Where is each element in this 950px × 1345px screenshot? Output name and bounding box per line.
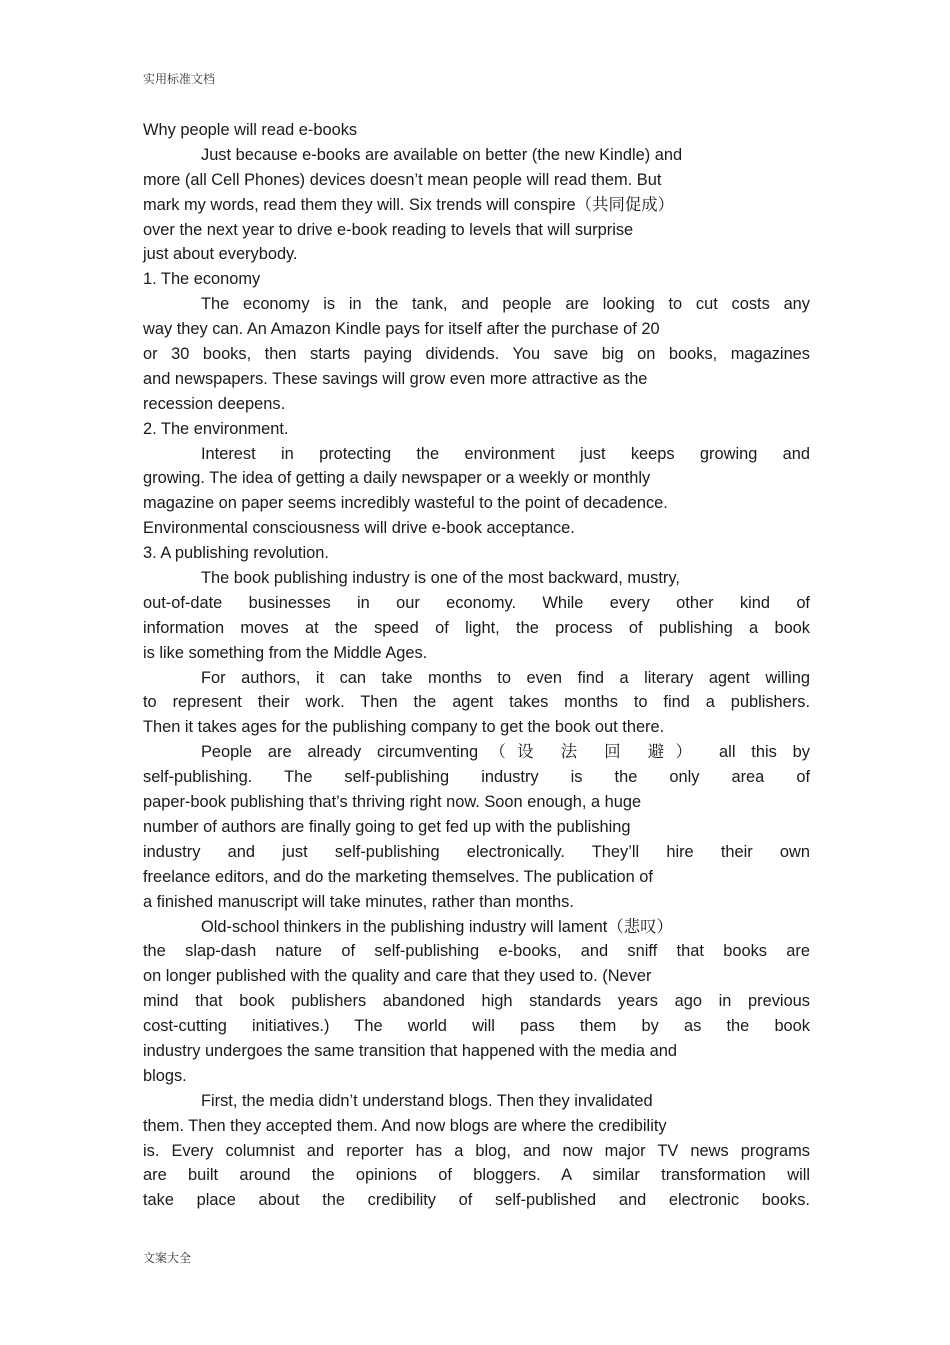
text-line: magazine on paper seems incredibly wasteful to the point of decadence. — [143, 494, 668, 513]
text-line: mark my words, read them they will. Six trends will conspire（共同促成） — [143, 195, 675, 214]
text-line: The economy is in the tank, and people are looking to cut costs any — [201, 295, 810, 314]
text-line: take place about the credibility of self-published and electronic books. — [143, 1191, 810, 1210]
text-line: Old-school thinkers in the publishing industry will lament（悲叹） — [201, 917, 673, 936]
text-line: more (all Cell Phones) devices doesn’t mean people will read them. But — [143, 170, 662, 189]
text-line: is. Every columnist and reporter has a blog, and now major TV news programs — [143, 1141, 810, 1160]
text-line: freelance editors, and do the marketing themselves. The publication of — [143, 867, 653, 886]
text-line: The book publishing industry is one of the most backward, mustry, — [201, 569, 680, 588]
page-header: 实用标准文档 — [143, 72, 216, 86]
text-line: Just because e-books are available on better (the new Kindle) and — [201, 145, 683, 164]
text-line: are built around the opinions of bloggers. A similar transformation will — [143, 1166, 810, 1185]
text-line: self-publishing. The self-publishing industry is the only area of — [143, 768, 810, 787]
text-line: People are already circumventing（设 法 回 避） all this by — [201, 743, 810, 762]
text-line: 2. The environment. — [143, 419, 289, 438]
text-line: over the next year to drive e-book reading to levels that will surprise — [143, 220, 634, 239]
text-line: on longer published with the quality and care that they used to. (Never — [143, 967, 652, 986]
document-body — [143, 118, 810, 1213]
text-line: For authors, it can take months to even find a literary agent willing — [201, 668, 810, 687]
text-line: recession deepens. — [143, 394, 286, 413]
text-line: the slap-dash nature of self-publishing e-books, and sniff that books are — [143, 942, 810, 961]
text-line: 3. A publishing revolution. — [143, 544, 329, 563]
text-line: blogs. — [143, 1066, 187, 1085]
text-line: paper-book publishing that’s thriving right now. Soon enough, a huge — [143, 793, 642, 812]
text-line: way they can. An Amazon Kindle pays for itself after the purchase of 20 — [143, 320, 660, 339]
page-footer: 文案大全 — [143, 1251, 192, 1265]
text-line: Then it takes ages for the publishing company to get the book out there. — [143, 718, 665, 737]
text-line: mind that book publishers abandoned high standards years ago in previous — [143, 992, 810, 1011]
text-line: a finished manuscript will take minutes, rather than months. — [143, 892, 574, 911]
text-line: growing. The idea of getting a daily newspaper or a weekly or monthly — [143, 469, 651, 488]
text-line: cost-cutting initiatives.) The world will pass them by as the book — [143, 1017, 810, 1036]
text-line: or 30 books, then starts paying dividends. You save big on books, magazines — [143, 345, 810, 364]
text-line: and newspapers. These savings will grow even more attractive as the — [143, 369, 648, 388]
text-line: just about everybody. — [143, 245, 298, 264]
document-title: Why people will read e-books — [143, 121, 358, 139]
text-line: out-of-date businesses in our economy. While every other kind of — [143, 593, 810, 612]
text-line: Environmental consciousness will drive e-book acceptance. — [143, 519, 575, 538]
text-line: First, the media didn’t understand blogs. Then they invalidated — [201, 1091, 653, 1110]
text-line: industry undergoes the same transition that happened with the media and — [143, 1041, 677, 1060]
text-line: information moves at the speed of light, the process of publishing a book — [143, 618, 810, 637]
text-line: is like something from the Middle Ages. — [143, 643, 428, 662]
text-line: them. Then they accepted them. And now blogs are where the credibility — [143, 1116, 667, 1135]
text-line: 1. The economy — [143, 270, 261, 289]
text-line: number of authors are finally going to get fed up with the publishing — [143, 817, 631, 836]
text-line: to represent their work. Then the agent takes months to find a publishers. — [143, 693, 810, 712]
text-line: Interest in protecting the environment just keeps growing and — [201, 444, 810, 463]
text-line: industry and just self-publishing electronically. They’ll hire their own — [143, 842, 810, 861]
